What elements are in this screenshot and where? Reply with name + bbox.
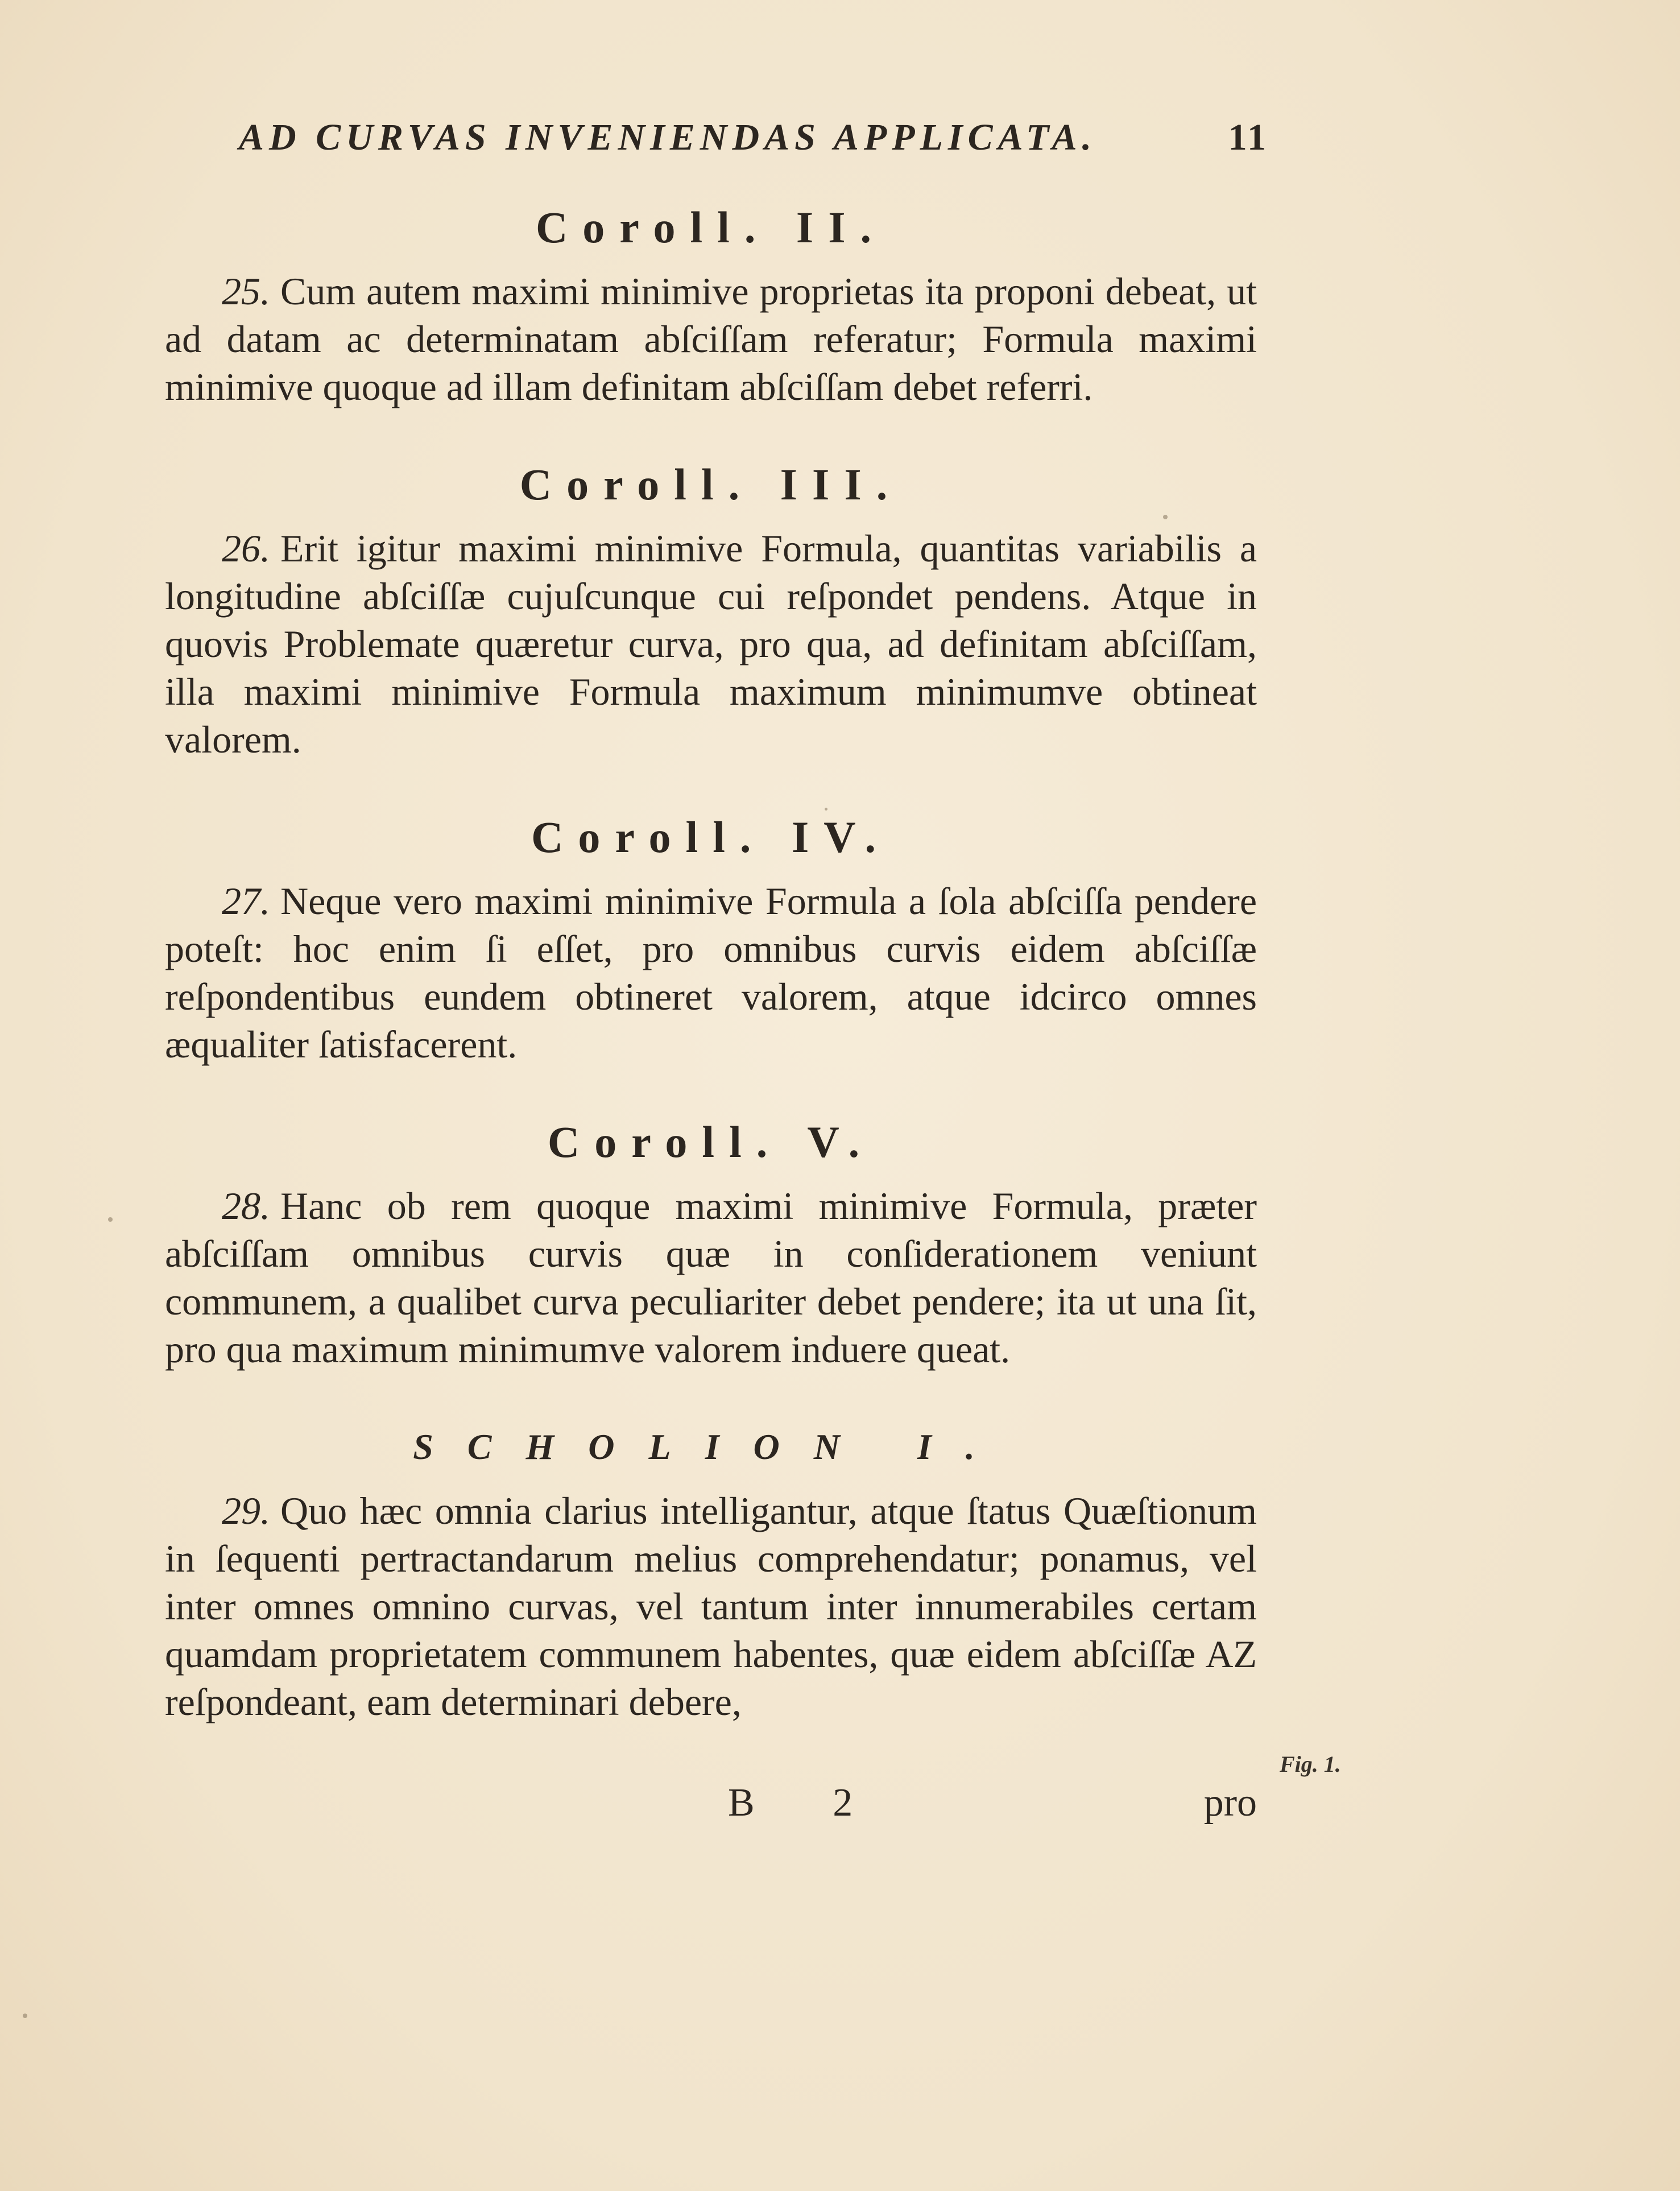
paragraph-29 [165, 1487, 1257, 1726]
paragraph-text: Cum autem maximi minimive proprietas ita proponi debeat, ut ad datam ac determinatam abſciſſam referatur; Formula maximi minimive quoque ad illam definitam abſciſſam debet referri. [165, 270, 1257, 408]
figure-reference: Fig. 1. [1280, 1751, 1341, 1777]
heading-coroll-5: Coroll. V. [547, 1117, 875, 1167]
paper-speck [825, 808, 827, 811]
heading-scholion-1: SCHOLION I. [413, 1427, 1009, 1467]
paragraph-number: 29. [222, 1489, 270, 1532]
paragraph-number: 27. [222, 879, 270, 923]
heading-coroll-3: Coroll. III. [519, 460, 903, 509]
heading-coroll-4: Coroll. IV. [531, 812, 891, 862]
paragraph-number: 25. [222, 270, 270, 313]
paragraph-26 [165, 524, 1257, 763]
paragraph-text: Quo hæc omnia clarius intelligantur, atque ſtatus Quæſtionum in ſequenti pertractandarum melius comprehendatur; ponamus, vel inter omnes omnino curvas, vel tantum inter innumerabiles certam quamdam proprietatem communem habentes, quæ eidem abſciſſæ AZ reſpondeant, eam determinari debere, [165, 1489, 1257, 1723]
signature-mark: B 2 [728, 1781, 887, 1825]
page-footer [165, 1780, 1257, 1843]
paragraph-text: Neque vero maximi minimive Formula a ſola abſciſſa pendere poteſt: hoc enim ſi eſſet, pro omnibus curvis eidem abſciſſæ reſpondentibus eundem obtineret valorem, atque idcirco omnes æqualiter ſatisfacerent. [165, 879, 1257, 1066]
text-block [165, 188, 1257, 1760]
paragraph-number: 26. [222, 527, 270, 570]
paragraph-text: Hanc ob rem quoque maximi minimive Formula, præter abſciſſam omnibus curvis quæ in conſiderationem veniunt communem, a qualibet curva peculiariter debet pendere; ita ut una ſit, pro qua maximum minimumve valorem induere queat. [165, 1184, 1257, 1371]
paragraph-number: 28. [222, 1184, 270, 1227]
paragraph-27 [165, 877, 1257, 1068]
catchword: pro [1203, 1781, 1257, 1825]
paper-speck [1163, 515, 1168, 519]
paper-speck [108, 1217, 113, 1222]
paragraph-25 [165, 267, 1257, 411]
running-head-title: AD CURVAS INVENIENDAS APPLICATA. [239, 117, 1097, 158]
paragraph-text: Erit igitur maximi minimive Formula, quantitas variabilis a longitudine abſciſſæ cujuſcunque cui reſpondet pendens. Atque in quovis Problemate quæretur curva, pro qua, ad definitam abſciſſam, illa maximi minimive Formula maximum minimumve obtineat valorem. [165, 527, 1257, 761]
page-number: 11 [1228, 117, 1268, 158]
running-head [239, 108, 1268, 171]
paper-speck [23, 2014, 27, 2018]
heading-coroll-2: Coroll. II. [535, 202, 887, 252]
paragraph-28 [165, 1182, 1257, 1373]
